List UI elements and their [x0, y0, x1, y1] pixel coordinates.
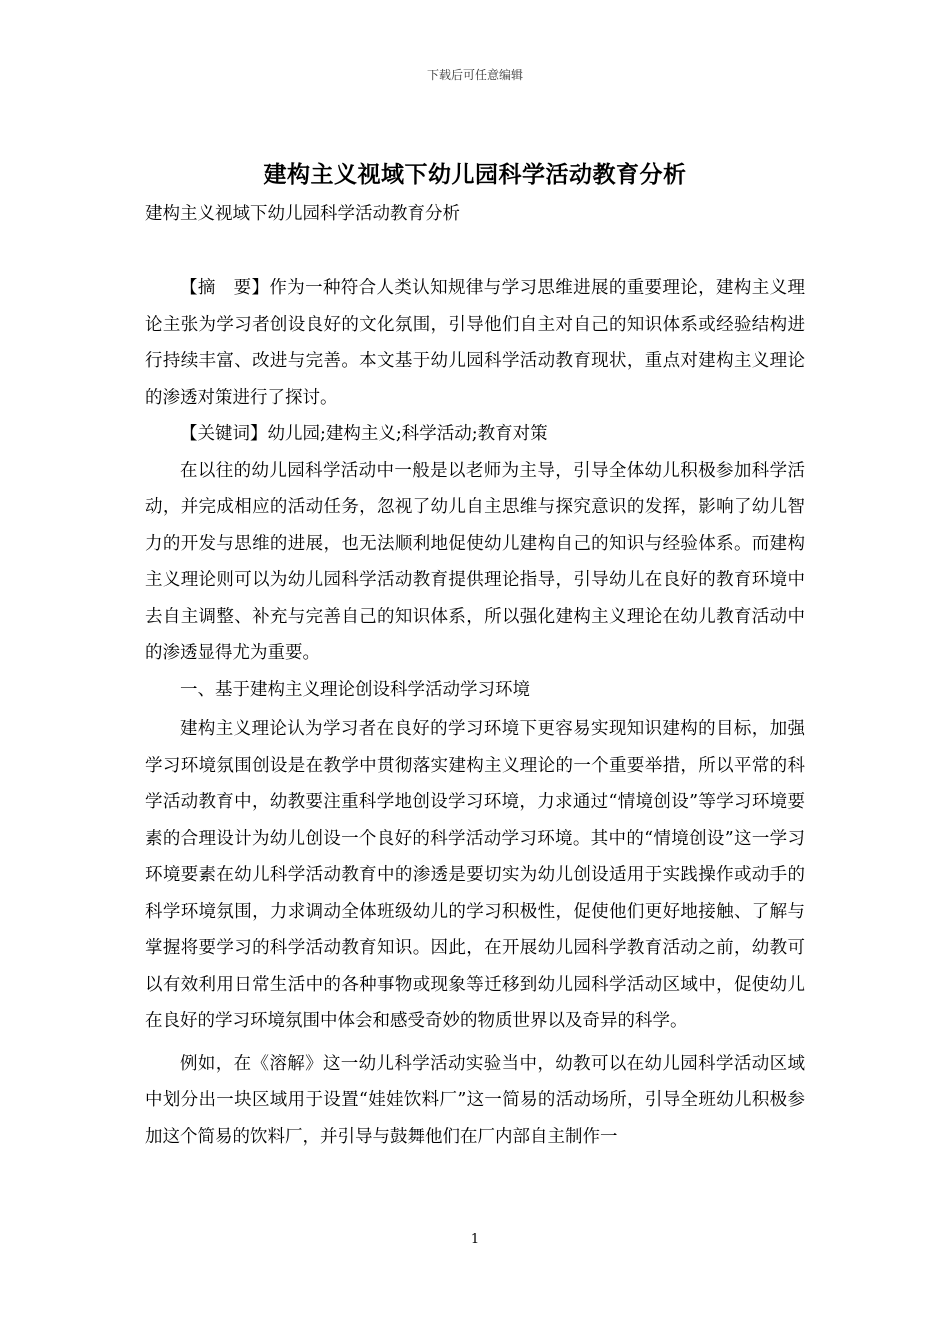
- intro-paragraph: 在以往的幼儿园科学活动中一般是以老师为主导，引导全体幼儿积极参加科学活动，并完成相应的活动任务，忽视了幼儿自主思维与探究意识的发挥，影响了幼儿智力的开发与思维的进展，也无法顺利地促使幼儿建构自己的知识与经验体系。而建构主义理论则可以为幼儿园科学活动教育提供理论指导，引导幼儿在良好的教育环境中去自主调整、补充与完善自己的知识体系，所以强化建构主义理论在幼儿教育活动中的渗透显得尤为重要。: [145, 460, 805, 663]
- header-note: 下载后可任意编辑: [426, 68, 523, 82]
- body-paragraph: 建构主义理论认为学习者在良好的学习环境下更容易实现知识建构的目标，加强学习环境氛围创设是在教学中贯彻落实建构主义理论的一个重要举措，所以平常的科学活动教育中，幼教要注重科学地创设学习环境，力求通过“情境创设”等学习环境要素的合理设计为幼儿创设一个良好的科学活动学习环境。其中的“情境创设”这一学习环境要素在幼儿科学活动教育中的渗透是要切实为幼儿创设适用于实践操作或动手的科学环境氛围，力求调动全体班级幼儿的学习积极性，促使他们更好地接触、了解与掌握将要学习的科学活动教育知识。因此，在开展幼儿园科学教育活动之前，幼教可以有效利用日常生活中的各种事物或现象等迁移到幼儿园科学活动区域中，促使幼儿在良好的学习环境氛围中体会和感受奇妙的物质世界以及奇异的科学。: [145, 719, 805, 1031]
- abstract-paragraph: 【摘 要】作为一种符合人类认知规律与学习思维进展的重要理论，建构主义理论主张为学习者创设良好的文化氛围，引导他们自主对自己的知识体系或经验结构进行持续丰富、改进与完善。本文基于幼儿园科学活动教育现状，重点对建构主义理论的渗透对策进行了探讨。: [145, 278, 805, 408]
- document-body: [145, 270, 805, 1155]
- document-title: 建构主义视域下幼儿园科学活动教育分析: [263, 161, 687, 188]
- keywords-paragraph: 【关键词】幼儿园;建构主义;科学活动;教育对策: [180, 424, 548, 444]
- document-subtitle: 建构主义视域下幼儿园科学活动教育分析: [145, 204, 460, 224]
- page-number: 1: [470, 1232, 480, 1247]
- section-heading: 一、基于建构主义理论创设科学活动学习环境: [180, 679, 530, 700]
- example-paragraph: 例如，在《溶解》这一幼儿科学活动实验当中，幼教可以在幼儿园科学活动区域中划分出一块区域用于设置“娃娃饮料厂”这一简易的活动场所，引导全班幼儿积极参加这个简易的饮料厂，并引导与鼓舞他们在厂内部自主制作一: [145, 1053, 805, 1147]
